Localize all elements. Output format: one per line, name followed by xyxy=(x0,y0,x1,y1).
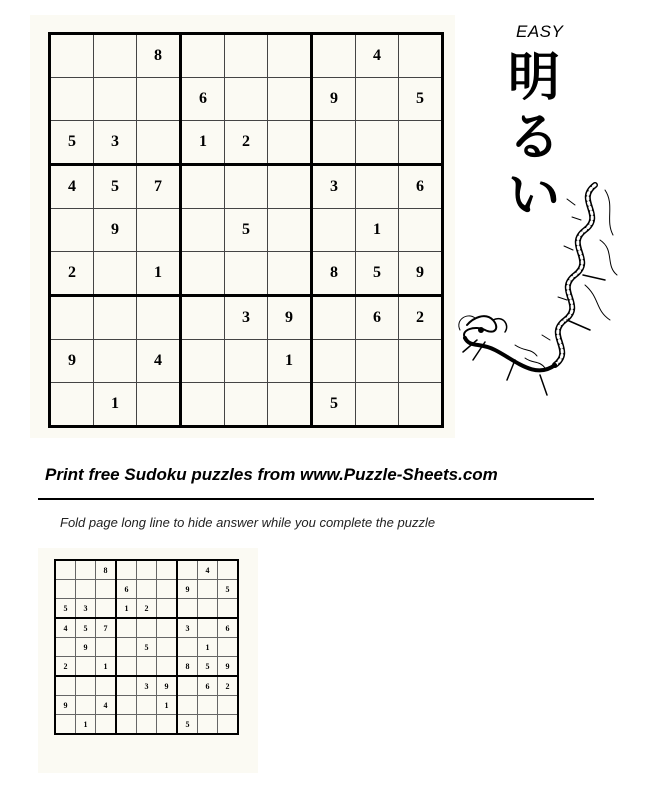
sudoku-cell-row-cell xyxy=(181,165,225,209)
answer-cell-row-cell xyxy=(177,599,198,619)
answer-cell-row-cell xyxy=(96,676,117,696)
sudoku-cell-row-cell: 1 xyxy=(268,340,312,383)
answer-cell-row-cell xyxy=(96,599,117,619)
sudoku-cell-row-cell: 1 xyxy=(94,383,137,427)
answer-cell-row-cell xyxy=(137,580,157,599)
answer-cell-row-row xyxy=(55,676,238,696)
sudoku-cell-row-cell xyxy=(94,340,137,383)
answer-cell-row-cell: 9 xyxy=(177,580,198,599)
sudoku-cell-row-cell xyxy=(225,34,268,78)
answer-cell-row-row xyxy=(55,599,238,619)
sudoku-cell-row-cell xyxy=(94,296,137,340)
sudoku-cell-row-cell xyxy=(399,209,443,252)
sudoku-cell-row-cell xyxy=(94,34,137,78)
answer-cell-row-cell xyxy=(116,715,137,735)
answer-cell-row-cell: 9 xyxy=(55,696,76,715)
sudoku-cell-row-cell: 4 xyxy=(50,165,94,209)
answer-cell-row-cell xyxy=(157,657,178,677)
sudoku-cell-row-row xyxy=(50,383,443,427)
answer-cell-row-cell xyxy=(55,580,76,599)
sudoku-cell-row-cell xyxy=(399,121,443,165)
answer-cell-row-cell xyxy=(137,560,157,580)
sudoku-cell-row-cell xyxy=(50,209,94,252)
sudoku-cell-row-cell xyxy=(137,383,181,427)
sudoku-cell-row-cell xyxy=(181,383,225,427)
answer-cell-row-cell: 5 xyxy=(137,638,157,657)
sudoku-cell-row-cell xyxy=(268,78,312,121)
answer-cell-row-cell xyxy=(116,618,137,638)
answer-cell-row-cell: 4 xyxy=(96,696,117,715)
answer-cell-row-cell: 2 xyxy=(55,657,76,677)
sudoku-cell-row-cell xyxy=(268,252,312,296)
answer-cell-row-cell: 4 xyxy=(55,618,76,638)
answer-cell-row-cell xyxy=(76,676,96,696)
sudoku-cell-row-cell xyxy=(137,296,181,340)
answer-cell-row-cell: 6 xyxy=(116,580,137,599)
answer-cell-row-cell xyxy=(96,580,117,599)
sudoku-cell-row-cell xyxy=(312,340,356,383)
sudoku-cell-row-cell: 5 xyxy=(225,209,268,252)
sudoku-cell-row-cell: 5 xyxy=(399,78,443,121)
answer-cell-row-cell xyxy=(177,560,198,580)
sudoku-cell-row-cell: 3 xyxy=(225,296,268,340)
answer-cell-row-cell xyxy=(76,696,96,715)
sudoku-cell-row-cell: 9 xyxy=(312,78,356,121)
answer-cell-row-cell: 8 xyxy=(96,560,117,580)
title-glyph-3: い xyxy=(508,165,561,226)
sudoku-cell-row-cell xyxy=(137,78,181,121)
answer-cell-row-cell xyxy=(137,715,157,735)
sudoku-cell-row-cell xyxy=(312,121,356,165)
sudoku-cell-row-cell xyxy=(94,252,137,296)
sudoku-cell-row-cell: 5 xyxy=(94,165,137,209)
answer-cell-row-cell: 5 xyxy=(198,657,218,677)
sudoku-cell-row-cell: 9 xyxy=(94,209,137,252)
sudoku-cell-row-cell xyxy=(399,34,443,78)
sudoku-cell-row-cell: 9 xyxy=(50,340,94,383)
answer-cell-row-cell: 6 xyxy=(218,618,239,638)
sudoku-cell-row-cell xyxy=(50,78,94,121)
answer-cell-row-cell xyxy=(157,580,178,599)
sudoku-cell-row-cell xyxy=(225,383,268,427)
answer-cell-row-cell: 5 xyxy=(55,599,76,619)
sudoku-cell-row-cell xyxy=(312,209,356,252)
sudoku-cell-row-cell xyxy=(50,296,94,340)
sudoku-cell-row-row xyxy=(50,34,443,78)
sudoku-cell-row-cell xyxy=(225,78,268,121)
sudoku-cell-row-cell xyxy=(225,165,268,209)
answer-cell-row-cell xyxy=(116,638,137,657)
answer-cell-row-cell xyxy=(116,657,137,677)
answer-cell-row-cell: 2 xyxy=(137,599,157,619)
sudoku-cell-row-cell xyxy=(268,209,312,252)
answer-cell-row-cell xyxy=(96,638,117,657)
answer-cell-row-cell xyxy=(137,696,157,715)
answer-cell-row-cell: 3 xyxy=(177,618,198,638)
answer-cell-row-cell: 5 xyxy=(76,618,96,638)
answer-cell-row-cell: 3 xyxy=(137,676,157,696)
answer-cell-row-cell: 1 xyxy=(116,599,137,619)
answer-cell-row-cell xyxy=(76,657,96,677)
answer-cell-row-cell xyxy=(157,599,178,619)
sudoku-cell-row-cell: 6 xyxy=(356,296,399,340)
sudoku-cell-row-cell xyxy=(181,34,225,78)
sudoku-cell-row-cell xyxy=(356,340,399,383)
sudoku-cell-row-cell xyxy=(268,34,312,78)
answer-cell-row-cell xyxy=(157,638,178,657)
sudoku-cell-row-cell xyxy=(356,78,399,121)
answer-cell-row-cell xyxy=(157,715,178,735)
sudoku-cell-row-cell xyxy=(50,383,94,427)
sudoku-cell-row-cell xyxy=(399,340,443,383)
sudoku-cell-row-row xyxy=(50,209,443,252)
answer-cell-row-cell xyxy=(198,715,218,735)
answer-cell-row-row xyxy=(55,580,238,599)
answer-cell-row-cell xyxy=(157,618,178,638)
fold-instruction: Fold page long line to hide answer while you complete the puzzle xyxy=(60,515,436,530)
fold-line xyxy=(38,498,594,500)
sudoku-cell-row-row xyxy=(50,296,443,340)
sudoku-cell-row-cell: 8 xyxy=(137,34,181,78)
answer-cell-row-cell xyxy=(218,696,239,715)
answer-cell-row-cell xyxy=(116,560,137,580)
sudoku-cell-row-row xyxy=(50,121,443,165)
answer-cell-row-cell xyxy=(198,696,218,715)
answer-cell-row-cell: 5 xyxy=(218,580,239,599)
answer-cell-row-cell xyxy=(198,580,218,599)
sudoku-cell-row-cell: 3 xyxy=(94,121,137,165)
sudoku-cell-row-cell: 7 xyxy=(137,165,181,209)
sudoku-cell-row-cell: 1 xyxy=(181,121,225,165)
answer-cell-row-row xyxy=(55,560,238,580)
answer-cell-row-cell xyxy=(177,638,198,657)
sudoku-cell-row-cell xyxy=(181,296,225,340)
sudoku-cell-row-cell xyxy=(356,383,399,427)
answer-cell-row-cell xyxy=(157,560,178,580)
sudoku-cell-row-cell: 8 xyxy=(312,252,356,296)
site-line: Print free Sudoku puzzles from www.Puzzle-Sheets.com xyxy=(45,465,498,484)
answer-cell-row-cell: 1 xyxy=(76,715,96,735)
answer-cell-row-cell: 2 xyxy=(218,676,239,696)
answer-cell-row-cell: 8 xyxy=(177,657,198,677)
sudoku-cell-row-row xyxy=(50,165,443,209)
answer-cell-row-cell xyxy=(76,580,96,599)
answer-cell-row-cell: 4 xyxy=(198,560,218,580)
answer-cell-row-cell: 5 xyxy=(177,715,198,735)
answer-cell-row-cell xyxy=(137,657,157,677)
sudoku-cell-row-cell xyxy=(399,383,443,427)
answer-cell-row-cell: 9 xyxy=(76,638,96,657)
answer-grid xyxy=(54,559,239,735)
sudoku-cell-row-cell: 4 xyxy=(356,34,399,78)
answer-cell-row-cell xyxy=(177,676,198,696)
sudoku-cell-row-cell xyxy=(312,34,356,78)
sudoku-cell-row-cell xyxy=(94,78,137,121)
answer-cell-row-cell xyxy=(218,599,239,619)
answer-cell-row-cell: 9 xyxy=(218,657,239,677)
answer-cell-row-cell xyxy=(116,676,137,696)
answer-cell-row-row xyxy=(55,657,238,677)
sudoku-cell-row-cell xyxy=(356,165,399,209)
answer-cell-row-row xyxy=(55,618,238,638)
sudoku-cell-row-cell xyxy=(181,340,225,383)
sudoku-grid xyxy=(48,32,444,428)
sudoku-cell-row-cell xyxy=(137,209,181,252)
answer-cell-row-cell: 1 xyxy=(198,638,218,657)
answer-cell-row-cell xyxy=(177,696,198,715)
sudoku-cell-row-cell xyxy=(50,34,94,78)
sudoku-cell-row-cell: 6 xyxy=(181,78,225,121)
answer-cell-row-cell xyxy=(198,618,218,638)
sudoku-cell-row-cell xyxy=(312,296,356,340)
sudoku-cell-row-cell: 2 xyxy=(225,121,268,165)
answer-cell-row-cell xyxy=(76,560,96,580)
answer-cell-row-cell: 1 xyxy=(157,696,178,715)
sudoku-cell-row-row xyxy=(50,78,443,121)
answer-cell-row-cell xyxy=(55,676,76,696)
sudoku-cell-row-row xyxy=(50,340,443,383)
sudoku-cell-row-cell xyxy=(181,209,225,252)
answer-cell-row-cell xyxy=(55,715,76,735)
sudoku-cell-row-cell: 5 xyxy=(50,121,94,165)
answer-cell-row-cell xyxy=(218,638,239,657)
answer-cell-row-cell xyxy=(198,599,218,619)
sudoku-cell-row-cell: 5 xyxy=(312,383,356,427)
sudoku-cell-row-cell xyxy=(356,121,399,165)
sudoku-cell-row-cell: 9 xyxy=(268,296,312,340)
title-glyph-2: る xyxy=(508,107,561,168)
answer-cell-row-cell xyxy=(55,560,76,580)
title-glyph-1: 明 xyxy=(508,47,561,108)
sudoku-cell-row-cell xyxy=(225,252,268,296)
answer-cell-row-cell xyxy=(137,618,157,638)
answer-cell-row-cell: 6 xyxy=(198,676,218,696)
answer-cell-row-cell: 3 xyxy=(76,599,96,619)
answer-cell-row-cell xyxy=(116,696,137,715)
sudoku-cell-row-cell xyxy=(225,340,268,383)
sudoku-cell-row-cell: 1 xyxy=(356,209,399,252)
sudoku-cell-row-cell: 9 xyxy=(399,252,443,296)
sudoku-cell-row-cell xyxy=(137,121,181,165)
answer-cell-row-row xyxy=(55,638,238,657)
sudoku-cell-row-cell xyxy=(268,383,312,427)
sudoku-cell-row-cell: 2 xyxy=(50,252,94,296)
answer-cell-row-cell: 1 xyxy=(96,657,117,677)
sudoku-cell-row-cell: 2 xyxy=(399,296,443,340)
sudoku-cell-row-cell xyxy=(181,252,225,296)
dragon-icon xyxy=(455,180,625,410)
answer-cell-row-cell xyxy=(96,715,117,735)
sudoku-cell-row-cell xyxy=(268,165,312,209)
sudoku-cell-row-cell: 6 xyxy=(399,165,443,209)
sudoku-cell-row-cell: 5 xyxy=(356,252,399,296)
answer-cell-row-cell xyxy=(55,638,76,657)
answer-cell-row-row xyxy=(55,715,238,735)
answer-cell-row-row xyxy=(55,696,238,715)
answer-cell-row-cell: 9 xyxy=(157,676,178,696)
answer-cell-row-cell xyxy=(218,560,239,580)
difficulty-label: EASY xyxy=(516,22,564,41)
sudoku-cell-row-cell: 1 xyxy=(137,252,181,296)
sudoku-cell-row-cell: 3 xyxy=(312,165,356,209)
sudoku-cell-row-cell xyxy=(268,121,312,165)
sudoku-cell-row-cell: 4 xyxy=(137,340,181,383)
answer-cell-row-cell xyxy=(218,715,239,735)
answer-cell-row-cell: 7 xyxy=(96,618,117,638)
sudoku-cell-row-row xyxy=(50,252,443,296)
